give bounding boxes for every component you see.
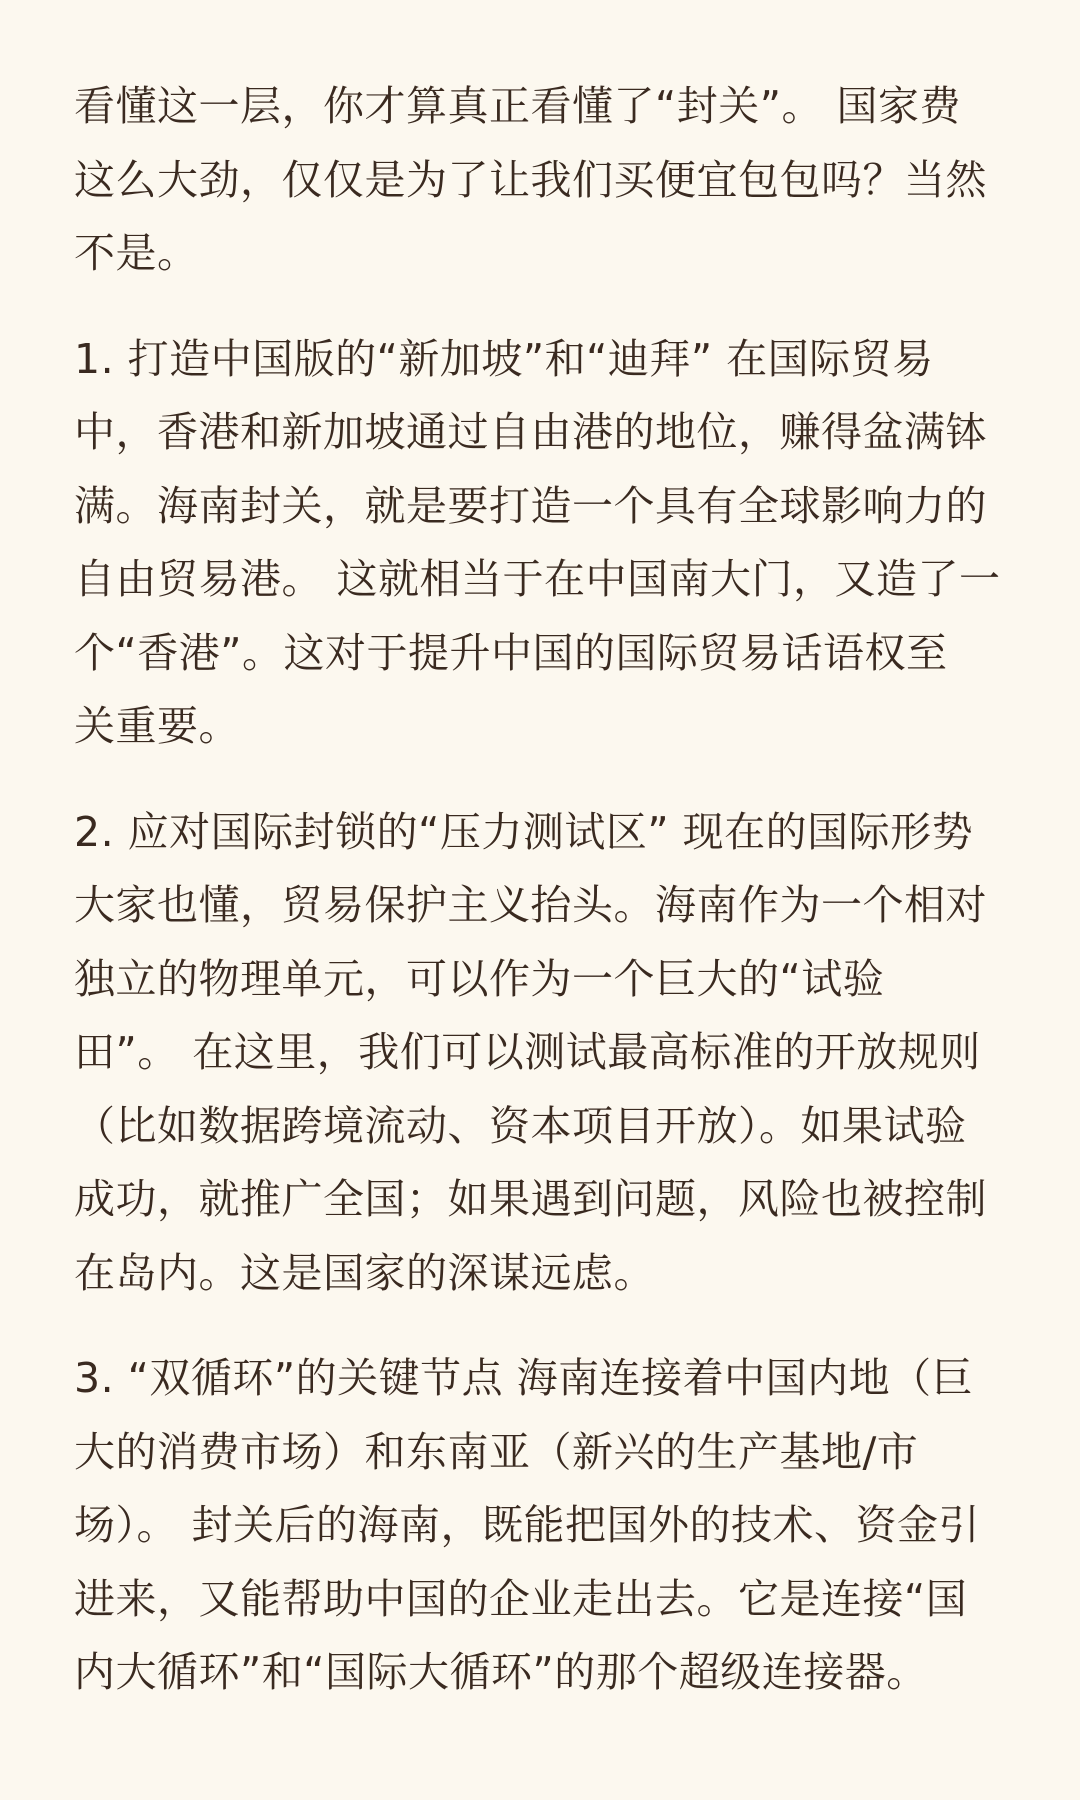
text-line: 在岛内。这是国家的深谋远虑。: [74, 1248, 655, 1297]
text-line: 内大循环”和“国际大循环”的那个超级连接器。: [74, 1648, 928, 1696]
text-line: 个“香港”。这对于提升中国的国际贸易话语权至: [74, 628, 948, 677]
text-line: 成功，就推广全国；如果遇到问题，风险也被控制: [74, 1175, 987, 1223]
paragraph-point-2: [74, 796, 1010, 1311]
paragraph-intro: [74, 70, 1010, 291]
text-line: 进来，又能帮助中国的企业走出去。它是连接“国: [74, 1574, 968, 1623]
text-line: 关重要。: [74, 702, 240, 750]
text-line: 满。海南封关，就是要打造一个具有全球影响力的: [74, 481, 987, 530]
text-line: 场）。 封关后的海南，既能把国外的技术、资金引: [74, 1501, 981, 1549]
text-line: 田”。 在这里，我们可以测试最高标准的开放规则: [74, 1028, 981, 1076]
text-line: 中，香港和新加坡通过自由港的地位，赚得盆满钵: [74, 408, 987, 456]
text-line: 不是。: [74, 229, 199, 277]
text-line: 大的消费市场）和东南亚（新兴的生产基地/市: [74, 1427, 919, 1476]
text-line: 独立的物理单元，可以作为一个巨大的“试验: [74, 954, 885, 1003]
text-line: 看懂这一层，你才算真正看懂了“封关”。 国家费: [74, 82, 962, 130]
paragraph-point-1: [74, 323, 1010, 764]
text-line: 1. 打造中国版的“新加坡”和“迪拜” 在国际贸易: [74, 334, 934, 383]
paragraph-point-3: [74, 1342, 1010, 1710]
text-line: （比如数据跨境流动、资本项目开放）。如果试验: [74, 1101, 967, 1150]
text-line: 3. “双循环”的关键节点 海南连接着中国内地（巨: [74, 1354, 974, 1402]
text-line: 2. 应对国际封锁的“压力测试区” 现在的国际形势: [74, 807, 974, 856]
text-line: 大家也懂，贸易保护主义抬头。海南作为一个相对: [74, 881, 987, 929]
text-line: 这么大劲，仅仅是为了让我们买便宜包包吗？当然: [74, 155, 987, 204]
text-line: 自由贸易港。 这就相当于在中国南大门，又造了一: [74, 555, 1001, 603]
